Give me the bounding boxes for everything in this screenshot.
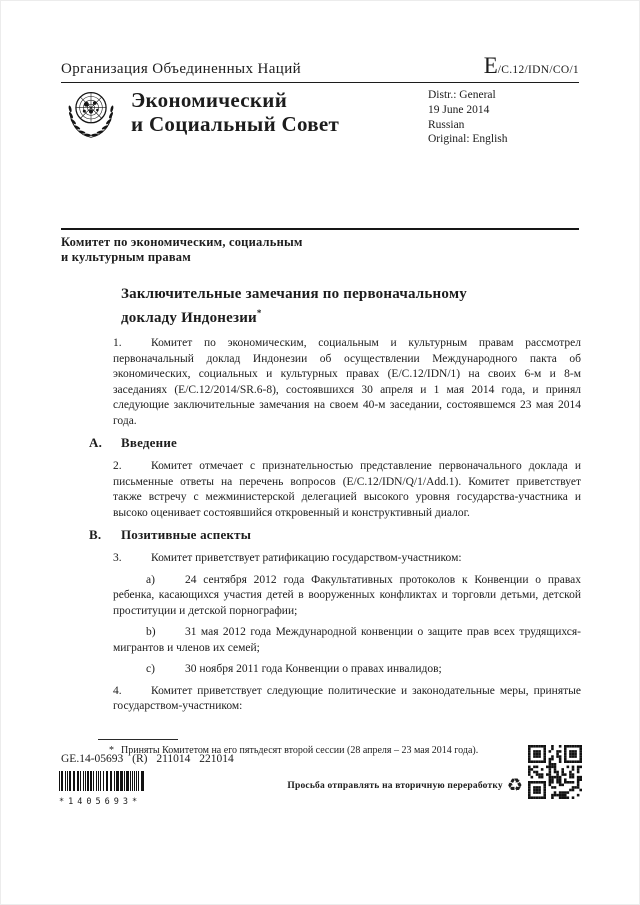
subparagraph-text: 24 сентября 2012 года Факультативных протоколов к Конвенции о правах ребенка, касающихся участия детей в вооруженных конфликтах и торговли детьми, детской проституции и детской порнографии; bbox=[113, 573, 581, 617]
paragraph-4 bbox=[113, 684, 581, 715]
recycle-icon: ♻ bbox=[506, 775, 523, 796]
paragraph-number: 4. bbox=[113, 684, 122, 697]
subparagraph-c bbox=[113, 662, 581, 678]
committee-line1: Комитет по экономическим, социальным bbox=[61, 235, 303, 249]
distr-line: Distr.: General bbox=[428, 89, 496, 101]
subparagraph-letter: b) bbox=[146, 626, 156, 638]
footnote-separator bbox=[98, 739, 178, 740]
doc-symbol bbox=[484, 54, 579, 78]
barcode-digits: *1405693* bbox=[59, 797, 142, 807]
original-language-line: Original: English bbox=[428, 133, 508, 146]
org-name: Организация Объединенных Наций bbox=[61, 61, 302, 77]
footnote-marker: * bbox=[109, 745, 114, 756]
doc-symbol-letter: E bbox=[483, 53, 498, 78]
council-name-line2: и Социальный Совет bbox=[131, 112, 340, 136]
title-footnote-marker: * bbox=[256, 308, 262, 318]
committee-line2: и культурным правам bbox=[61, 250, 191, 264]
recycle-text: Просьба отправлять на вторичную переработку bbox=[287, 781, 503, 791]
section-title: Введение bbox=[121, 435, 177, 450]
section-letter: A. bbox=[89, 435, 103, 450]
distribution-block bbox=[428, 88, 508, 147]
date-line: 19 June 2014 bbox=[428, 103, 490, 116]
ge-document-number: GE.14-05693 (R) 211014 221014 bbox=[61, 753, 234, 765]
committee-name bbox=[61, 235, 303, 265]
paragraph-text: Комитет приветствует следующие политические и законодательные меры, принятые государством-участником: bbox=[113, 684, 581, 712]
recycle-note bbox=[61, 777, 523, 795]
subparagraph-letter: c) bbox=[146, 663, 155, 675]
paragraph-number: 2. bbox=[113, 460, 122, 472]
un-header bbox=[61, 54, 579, 83]
paragraph-number: 1. bbox=[113, 337, 122, 349]
paragraph-3 bbox=[113, 551, 581, 567]
paragraph-2 bbox=[113, 459, 581, 521]
section-letter: B. bbox=[89, 527, 102, 542]
footnote-body: Приняты Комитетом на его пятьдесят второй сессии (28 апреля – 23 мая 2014 года). bbox=[121, 745, 479, 756]
subparagraph-a bbox=[113, 573, 581, 620]
subparagraph-b bbox=[113, 625, 581, 656]
section-heading-a bbox=[89, 435, 581, 451]
masthead-divider bbox=[61, 228, 579, 230]
paragraph-number: 3. bbox=[113, 552, 122, 564]
language-line: Russian bbox=[428, 118, 465, 131]
document-body bbox=[89, 285, 581, 721]
paragraph-1 bbox=[113, 336, 581, 429]
document-title-text: Заключительные замечания по первоначальному докладу Индонезии bbox=[121, 286, 467, 326]
paragraph-text: Комитет приветствует ратификацию государством-участником: bbox=[151, 552, 462, 564]
document-title bbox=[121, 285, 521, 328]
un-emblem-icon bbox=[62, 86, 120, 141]
qr-code-icon bbox=[528, 745, 582, 799]
subparagraph-text: 30 ноября 2011 года Конвенции о правах инвалидов; bbox=[185, 663, 442, 675]
paragraph-text: Комитет отмечает с признательностью представление первоначального доклада и письменные ответы на перечень вопросов (E/C.12/IDN/Q/1/Add.1). Комитет приветствует также встречу с межминистерской делегацией высокого уровня государства-участника и высоко оценивает состоявшийся откровенный и конструктивный диалог. bbox=[113, 460, 581, 519]
section-heading-b bbox=[89, 527, 581, 543]
doc-symbol-number: /C.12/IDN/CO/1 bbox=[497, 64, 579, 76]
section-title: Позитивные аспекты bbox=[121, 527, 252, 542]
council-name bbox=[131, 88, 339, 136]
subparagraph-text: 31 мая 2012 года Международной конвенции о защите прав всех трудящихся-мигрантов и членов их семей; bbox=[113, 626, 581, 654]
subparagraph-letter: a) bbox=[146, 573, 155, 586]
council-name-line1: Экономический bbox=[131, 88, 288, 112]
paragraph-text: Комитет по экономическим, социальным и культурным правам рассмотрел первоначальный доклад Индонезии об осуществлении Международного пакта об экономических, социальных и культурных правах (E/C.12/IDN/1) на своих 6-м и 8-м заседаниях (E/C.12/2014/SR.6-8), состоявшихся 30 апреля и 1 мая 2014 года, и принял следующие заключительные замечания на своем 40-м заседании, состоявшемся 23 мая 2014 года. bbox=[113, 337, 581, 427]
